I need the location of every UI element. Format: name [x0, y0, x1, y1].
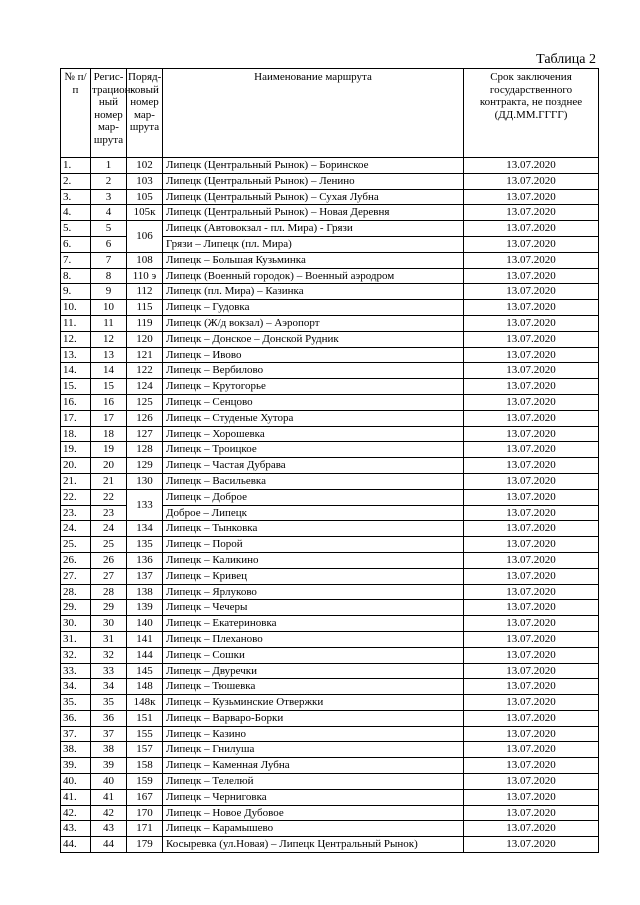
table-row [61, 489, 599, 505]
contract-date: 13.07.2020 [464, 252, 599, 268]
registration-number: 36 [91, 710, 127, 726]
row-number: 12. [61, 331, 91, 347]
row-number: 38. [61, 742, 91, 758]
contract-date: 13.07.2020 [464, 710, 599, 726]
order-number: 170 [127, 805, 163, 821]
order-number: 120 [127, 331, 163, 347]
row-number: 16. [61, 394, 91, 410]
registration-number: 42 [91, 805, 127, 821]
order-number: 138 [127, 584, 163, 600]
registration-number: 21 [91, 473, 127, 489]
route-name: Липецк – Сенцово [163, 394, 464, 410]
row-number: 31. [61, 631, 91, 647]
registration-number: 8 [91, 268, 127, 284]
route-name: Липецк – Ивово [163, 347, 464, 363]
row-number: 2. [61, 173, 91, 189]
route-name: Липецк – Екатериновка [163, 616, 464, 632]
table-row [61, 189, 599, 205]
table-row [61, 821, 599, 837]
route-name: Косыревка (ул.Новая) – Липецк Центральный Рынок) [163, 837, 464, 853]
order-number: 159 [127, 774, 163, 790]
table-row [61, 426, 599, 442]
table-caption: Таблица 2 [536, 52, 596, 67]
route-name: Липецк – Сошки [163, 647, 464, 663]
contract-date: 13.07.2020 [464, 473, 599, 489]
contract-date: 13.07.2020 [464, 600, 599, 616]
contract-date: 13.07.2020 [464, 647, 599, 663]
table-row [61, 300, 599, 316]
contract-date: 13.07.2020 [464, 189, 599, 205]
route-name: Липецк (Центральный Рынок) – Ленино [163, 173, 464, 189]
route-name: Липецк – Крутогорье [163, 379, 464, 395]
table-row [61, 584, 599, 600]
row-number: 37. [61, 726, 91, 742]
contract-date: 13.07.2020 [464, 363, 599, 379]
registration-number: 19 [91, 442, 127, 458]
row-number: 20. [61, 458, 91, 474]
contract-date: 13.07.2020 [464, 394, 599, 410]
route-name: Липецк – Троицкое [163, 442, 464, 458]
route-name: Липецк – Варваро-Борки [163, 710, 464, 726]
registration-number: 29 [91, 600, 127, 616]
registration-number: 14 [91, 363, 127, 379]
contract-date: 13.07.2020 [464, 489, 599, 505]
registration-number: 20 [91, 458, 127, 474]
order-number: 129 [127, 458, 163, 474]
row-number: 21. [61, 473, 91, 489]
row-number: 10. [61, 300, 91, 316]
contract-date: 13.07.2020 [464, 347, 599, 363]
order-number: 139 [127, 600, 163, 616]
contract-date: 13.07.2020 [464, 631, 599, 647]
route-name: Липецк (Автовокзал - пл. Мира) - Грязи [163, 221, 464, 237]
table-row [61, 173, 599, 189]
registration-number: 41 [91, 789, 127, 805]
order-number: 130 [127, 473, 163, 489]
row-number: 30. [61, 616, 91, 632]
route-name: Липецк (Ж/д вокзал) – Аэропорт [163, 315, 464, 331]
route-name: Липецк (Военный городок) – Военный аэродром [163, 268, 464, 284]
table-row [61, 616, 599, 632]
order-number: 145 [127, 663, 163, 679]
registration-number: 7 [91, 252, 127, 268]
contract-date: 13.07.2020 [464, 584, 599, 600]
route-name: Липецк – Двуречки [163, 663, 464, 679]
order-number: 134 [127, 521, 163, 537]
route-name: Липецк – Васильевка [163, 473, 464, 489]
row-number: 8. [61, 268, 91, 284]
route-name: Липецк – Гнилуша [163, 742, 464, 758]
header-num: № п/п [61, 69, 91, 158]
route-name: Липецк – Тюшевка [163, 679, 464, 695]
route-name: Липецк (Центральный Рынок) – Боринское [163, 158, 464, 174]
row-number: 28. [61, 584, 91, 600]
contract-date: 13.07.2020 [464, 236, 599, 252]
order-number: 167 [127, 789, 163, 805]
route-name: Липецк (пл. Мира) – Казинка [163, 284, 464, 300]
route-name: Липецк – Плеханово [163, 631, 464, 647]
registration-number: 4 [91, 205, 127, 221]
table-row [61, 742, 599, 758]
contract-date: 13.07.2020 [464, 821, 599, 837]
table-row [61, 379, 599, 395]
registration-number: 12 [91, 331, 127, 347]
order-number: 122 [127, 363, 163, 379]
route-name: Липецк – Студеные Хутора [163, 410, 464, 426]
route-name: Липецк – Донское – Донской Рудник [163, 331, 464, 347]
registration-number: 24 [91, 521, 127, 537]
route-name: Липецк – Телелюй [163, 774, 464, 790]
route-name: Липецк – Кузьминские Отвержки [163, 695, 464, 711]
contract-date: 13.07.2020 [464, 268, 599, 284]
header-order-number: Поряд-ковый номер мар-шрута [127, 69, 163, 158]
table-row [61, 315, 599, 331]
row-number: 22. [61, 489, 91, 505]
registration-number: 18 [91, 426, 127, 442]
contract-date: 13.07.2020 [464, 379, 599, 395]
table-row [61, 158, 599, 174]
row-number: 36. [61, 710, 91, 726]
row-number: 35. [61, 695, 91, 711]
contract-date: 13.07.2020 [464, 442, 599, 458]
order-number: 171 [127, 821, 163, 837]
contract-date: 13.07.2020 [464, 537, 599, 553]
registration-number: 26 [91, 552, 127, 568]
order-number: 106 [127, 221, 163, 253]
row-number: 1. [61, 158, 91, 174]
registration-number: 11 [91, 315, 127, 331]
contract-date: 13.07.2020 [464, 331, 599, 347]
contract-date: 13.07.2020 [464, 426, 599, 442]
route-name: Липецк – Новое Дубовое [163, 805, 464, 821]
table-body [61, 158, 599, 853]
table-row [61, 600, 599, 616]
order-number: 151 [127, 710, 163, 726]
registration-number: 15 [91, 379, 127, 395]
table-row [61, 758, 599, 774]
registration-number: 37 [91, 726, 127, 742]
order-number: 115 [127, 300, 163, 316]
contract-date: 13.07.2020 [464, 726, 599, 742]
row-number: 5. [61, 221, 91, 237]
table-row [61, 631, 599, 647]
row-number: 11. [61, 315, 91, 331]
row-number: 40. [61, 774, 91, 790]
route-name: Липецк (Центральный Рынок) – Новая Деревня [163, 205, 464, 221]
routes-table [60, 68, 599, 853]
row-number: 32. [61, 647, 91, 663]
order-number: 137 [127, 568, 163, 584]
registration-number: 40 [91, 774, 127, 790]
route-name: Липецк – Вербилово [163, 363, 464, 379]
row-number: 23. [61, 505, 91, 521]
order-number: 126 [127, 410, 163, 426]
order-number: 148 [127, 679, 163, 695]
header-contract-date: Срок заключения государственного контракта, не позднее (ДД.ММ.ГГГГ) [464, 69, 599, 158]
table-row [61, 410, 599, 426]
contract-date: 13.07.2020 [464, 300, 599, 316]
row-number: 7. [61, 252, 91, 268]
row-number: 9. [61, 284, 91, 300]
order-number: 119 [127, 315, 163, 331]
registration-number: 22 [91, 489, 127, 505]
route-name: Липецк – Карамышево [163, 821, 464, 837]
table-row [61, 473, 599, 489]
order-number: 148к [127, 695, 163, 711]
order-number: 155 [127, 726, 163, 742]
order-number: 133 [127, 489, 163, 521]
registration-number: 25 [91, 537, 127, 553]
registration-number: 44 [91, 837, 127, 853]
registration-number: 32 [91, 647, 127, 663]
table-row [61, 774, 599, 790]
contract-date: 13.07.2020 [464, 758, 599, 774]
table-row [61, 363, 599, 379]
contract-date: 13.07.2020 [464, 173, 599, 189]
registration-number: 16 [91, 394, 127, 410]
table-row [61, 442, 599, 458]
order-number: 108 [127, 252, 163, 268]
contract-date: 13.07.2020 [464, 616, 599, 632]
row-number: 18. [61, 426, 91, 442]
contract-date: 13.07.2020 [464, 695, 599, 711]
table-row [61, 726, 599, 742]
route-name: Грязи – Липецк (пл. Мира) [163, 236, 464, 252]
order-number: 105к [127, 205, 163, 221]
row-number: 44. [61, 837, 91, 853]
route-name: Липецк – Каликино [163, 552, 464, 568]
row-number: 15. [61, 379, 91, 395]
order-number: 136 [127, 552, 163, 568]
table-row [61, 663, 599, 679]
order-number: 141 [127, 631, 163, 647]
contract-date: 13.07.2020 [464, 789, 599, 805]
table-row [61, 221, 599, 237]
registration-number: 43 [91, 821, 127, 837]
table-row [61, 679, 599, 695]
route-name: Липецк – Частая Дубрава [163, 458, 464, 474]
registration-number: 17 [91, 410, 127, 426]
table-row [61, 537, 599, 553]
contract-date: 13.07.2020 [464, 205, 599, 221]
registration-number: 6 [91, 236, 127, 252]
order-number: 125 [127, 394, 163, 410]
order-number: 135 [127, 537, 163, 553]
row-number: 39. [61, 758, 91, 774]
order-number: 128 [127, 442, 163, 458]
order-number: 102 [127, 158, 163, 174]
contract-date: 13.07.2020 [464, 158, 599, 174]
contract-date: 13.07.2020 [464, 552, 599, 568]
order-number: 124 [127, 379, 163, 395]
registration-number: 1 [91, 158, 127, 174]
row-number: 14. [61, 363, 91, 379]
registration-number: 31 [91, 631, 127, 647]
order-number: 110 э [127, 268, 163, 284]
order-number: 105 [127, 189, 163, 205]
order-number: 112 [127, 284, 163, 300]
row-number: 25. [61, 537, 91, 553]
route-name: Липецк – Тынковка [163, 521, 464, 537]
registration-number: 27 [91, 568, 127, 584]
contract-date: 13.07.2020 [464, 742, 599, 758]
contract-date: 13.07.2020 [464, 805, 599, 821]
route-name: Липецк – Гудовка [163, 300, 464, 316]
table-row [61, 394, 599, 410]
contract-date: 13.07.2020 [464, 505, 599, 521]
route-name: Липецк – Порой [163, 537, 464, 553]
contract-date: 13.07.2020 [464, 410, 599, 426]
contract-date: 13.07.2020 [464, 774, 599, 790]
contract-date: 13.07.2020 [464, 663, 599, 679]
order-number: 140 [127, 616, 163, 632]
registration-number: 13 [91, 347, 127, 363]
row-number: 34. [61, 679, 91, 695]
registration-number: 38 [91, 742, 127, 758]
row-number: 27. [61, 568, 91, 584]
route-name: Доброе – Липецк [163, 505, 464, 521]
registration-number: 35 [91, 695, 127, 711]
route-name: Липецк – Кривец [163, 568, 464, 584]
registration-number: 34 [91, 679, 127, 695]
table-row [61, 710, 599, 726]
registration-number: 2 [91, 173, 127, 189]
registration-number: 30 [91, 616, 127, 632]
table-row [61, 647, 599, 663]
table-row [61, 331, 599, 347]
table-row [61, 252, 599, 268]
contract-date: 13.07.2020 [464, 221, 599, 237]
row-number: 13. [61, 347, 91, 363]
order-number: 127 [127, 426, 163, 442]
registration-number: 23 [91, 505, 127, 521]
registration-number: 39 [91, 758, 127, 774]
row-number: 26. [61, 552, 91, 568]
route-name: Липецк – Казино [163, 726, 464, 742]
table-row [61, 695, 599, 711]
route-name: Липецк – Хорошевка [163, 426, 464, 442]
route-name: Липецк – Каменная Лубна [163, 758, 464, 774]
contract-date: 13.07.2020 [464, 458, 599, 474]
contract-date: 13.07.2020 [464, 568, 599, 584]
row-number: 24. [61, 521, 91, 537]
table-row [61, 805, 599, 821]
row-number: 33. [61, 663, 91, 679]
order-number: 103 [127, 173, 163, 189]
registration-number: 3 [91, 189, 127, 205]
table-row [61, 268, 599, 284]
contract-date: 13.07.2020 [464, 521, 599, 537]
contract-date: 13.07.2020 [464, 284, 599, 300]
row-number: 29. [61, 600, 91, 616]
row-number: 41. [61, 789, 91, 805]
route-name: Липецк – Доброе [163, 489, 464, 505]
header-route-name: Наименование маршрута [163, 69, 464, 158]
registration-number: 10 [91, 300, 127, 316]
row-number: 43. [61, 821, 91, 837]
row-number: 3. [61, 189, 91, 205]
order-number: 121 [127, 347, 163, 363]
row-number: 6. [61, 236, 91, 252]
table-row [61, 458, 599, 474]
row-number: 42. [61, 805, 91, 821]
table-row [61, 552, 599, 568]
registration-number: 33 [91, 663, 127, 679]
table-row [61, 568, 599, 584]
order-number: 179 [127, 837, 163, 853]
table-row [61, 789, 599, 805]
contract-date: 13.07.2020 [464, 315, 599, 331]
contract-date: 13.07.2020 [464, 837, 599, 853]
order-number: 158 [127, 758, 163, 774]
table-row [61, 521, 599, 537]
header-registration-number: Регис-трацион-ный номер мар-шрута [91, 69, 127, 158]
row-number: 17. [61, 410, 91, 426]
table-row [61, 347, 599, 363]
table-row [61, 284, 599, 300]
registration-number: 5 [91, 221, 127, 237]
order-number: 157 [127, 742, 163, 758]
contract-date: 13.07.2020 [464, 679, 599, 695]
route-name: Липецк – Ярлуково [163, 584, 464, 600]
row-number: 19. [61, 442, 91, 458]
route-name: Липецк (Центральный Рынок) – Сухая Лубна [163, 189, 464, 205]
route-name: Липецк – Большая Кузьминка [163, 252, 464, 268]
table-row [61, 205, 599, 221]
order-number: 144 [127, 647, 163, 663]
row-number: 4. [61, 205, 91, 221]
registration-number: 28 [91, 584, 127, 600]
route-name: Липецк – Чечеры [163, 600, 464, 616]
table-row [61, 837, 599, 853]
registration-number: 9 [91, 284, 127, 300]
route-name: Липецк – Черниговка [163, 789, 464, 805]
